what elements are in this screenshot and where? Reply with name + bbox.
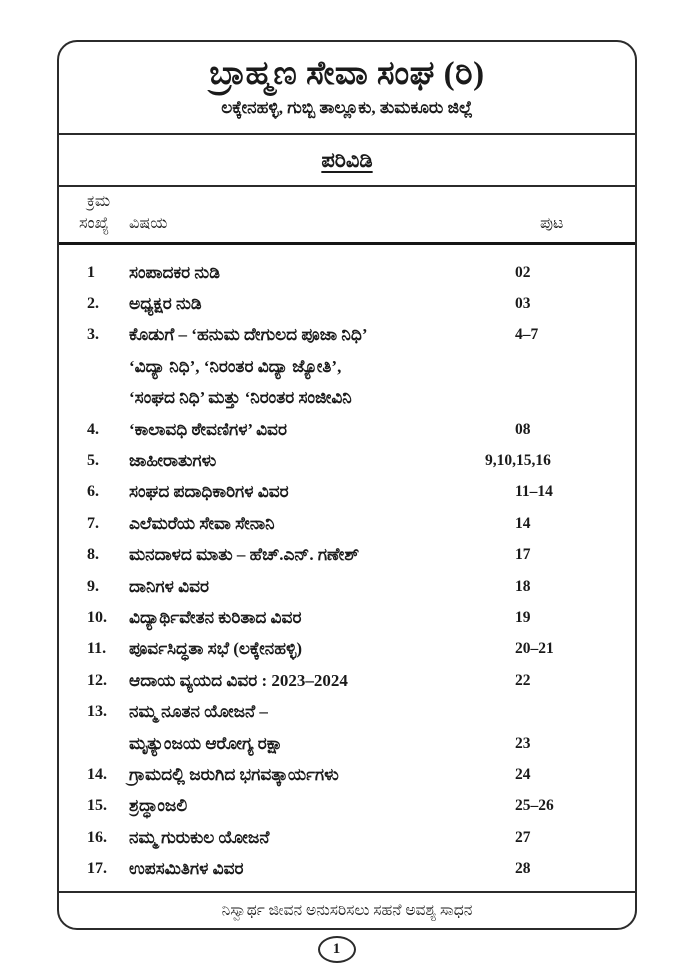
- toc-subject: ಸಂಪಾದಕರ ನುಡಿ: [129, 262, 220, 282]
- toc-line: [87, 665, 635, 696]
- toc-subject: ಎಲೆಮರೆಯ ಸೇವಾ ಸೇನಾನಿ: [129, 513, 275, 533]
- toc-serial: 8.: [87, 546, 99, 564]
- contents-heading-bar: [59, 135, 635, 187]
- toc-line: [87, 288, 635, 319]
- toc-page: 20–21: [515, 640, 554, 658]
- toc-page: 11–14: [515, 483, 553, 501]
- toc-line: [87, 822, 635, 853]
- toc-line: [87, 257, 635, 288]
- toc-line: [87, 508, 635, 539]
- toc-serial: 7.: [87, 514, 99, 532]
- col-serial-label-line1: ಕ್ರಮ: [87, 193, 111, 210]
- toc-page: 28: [515, 860, 531, 878]
- toc-column-header: [59, 187, 635, 245]
- toc-line: [87, 696, 635, 727]
- toc-page: 22: [515, 671, 531, 689]
- toc-serial: 3.: [87, 326, 99, 344]
- toc-line: [87, 477, 635, 508]
- toc-line: [87, 602, 635, 633]
- toc-serial: 9.: [87, 577, 99, 595]
- toc-serial: 12.: [87, 671, 107, 689]
- toc-page: 17: [515, 546, 531, 564]
- toc-subject: ನಮ್ಮ ನೂತನ ಯೋಜನೆ –: [129, 702, 268, 722]
- toc-page: 08: [515, 420, 531, 438]
- toc-line: [87, 320, 635, 351]
- toc-list: [59, 245, 635, 895]
- toc-line: [87, 445, 635, 476]
- toc-line: [87, 853, 635, 884]
- col-subject-label: ವಿಷಯ: [129, 215, 168, 232]
- masthead: [59, 42, 635, 135]
- document-border-box: [57, 40, 637, 930]
- toc-subject: ಉಪಸಮಿತಿಗಳ ವಿವರ: [129, 859, 244, 879]
- toc-page: 9,10,15,16: [485, 452, 551, 470]
- toc-line: [87, 728, 635, 759]
- toc-subject: ಗ್ರಾಮದಲ್ಲಿ ಜರುಗಿದ ಭಗವತ್ಕಾರ್ಯಗಳು: [129, 764, 339, 784]
- org-address: ಲಕ್ಕೇನಹಳ್ಳಿ, ಗುಬ್ಬಿ ತಾಲ್ಲೂಕು, ತುಮಕೂರು ಜಿಲ್ಲೆ: [221, 98, 473, 117]
- toc-line: [87, 634, 635, 665]
- toc-serial: 2.: [87, 295, 99, 313]
- toc-subject: ಶ್ರದ್ಧಾಂಜಲಿ: [129, 796, 188, 816]
- contents-heading: ಪರಿವಿಡಿ: [321, 147, 373, 172]
- toc-subject: ‘ವಿದ್ಯಾ ನಿಧಿ’, ‘ನಿರಂತರ ವಿದ್ಯಾ ಜ್ಯೋತಿ’,: [129, 356, 342, 376]
- toc-subject: ಕೊಡುಗೆ – ‘ಹನುಮ ದೇಗುಲದ ಪೂಜಾ ನಿಧಿ’: [129, 325, 368, 345]
- toc-serial: 4.: [87, 420, 99, 438]
- toc-serial: 14.: [87, 765, 107, 783]
- toc-line: [87, 383, 635, 414]
- toc-page: 4–7: [515, 326, 539, 344]
- col-page-label: ಪುಟ: [540, 215, 564, 232]
- toc-line: [87, 540, 635, 571]
- toc-subject: ಜಾಹೀರಾತುಗಳು: [129, 451, 217, 471]
- toc-subject: ನಮ್ಮ ಗುರುಕುಲ ಯೋಜನೆ: [129, 827, 270, 847]
- toc-subject: ಮನದಾಳದ ಮಾತು – ಹೆಚ್.ಎನ್. ಗಣೇಶ್: [129, 545, 360, 565]
- toc-subject: ‘ಕಾಲಾವಧಿ ಠೇವಣಿಗಳ’ ವಿವರ: [129, 419, 287, 439]
- toc-serial: 17.: [87, 860, 107, 878]
- page-number: 1: [332, 941, 341, 957]
- toc-page: 19: [515, 608, 531, 626]
- page-number-badge: [318, 936, 356, 963]
- toc-serial: 10.: [87, 608, 107, 626]
- motto-text: ನಿಸ್ವಾರ್ಥ ಜೀವನ ಅನುಸರಿಸಲು ಸಹನೆ ಅವಶ್ಯ ಸಾಧನ: [221, 901, 473, 919]
- toc-page: 18: [515, 577, 531, 595]
- toc-page: 27: [515, 828, 531, 846]
- toc-subject: ‘ಸಂಘದ ನಿಧಿ’ ಮತ್ತು ‘ನಿರಂತರ ಸಂಜೀವಿನಿ: [129, 388, 352, 408]
- toc-subject: ಆದಾಯ ವ್ಯಯದ ವಿವರ : 2023–2024: [129, 670, 348, 690]
- toc-serial: 6.: [87, 483, 99, 501]
- toc-page: 25–26: [515, 797, 554, 815]
- toc-page: 23: [515, 734, 531, 752]
- toc-serial: 13.: [87, 703, 107, 721]
- col-serial-label-line2: ಸಂಖ್ಯೆ: [79, 215, 110, 232]
- toc-line: [87, 571, 635, 602]
- toc-serial: 16.: [87, 828, 107, 846]
- toc-serial: 1: [87, 263, 95, 281]
- motto-bar: [59, 891, 635, 928]
- toc-subject: ದಾನಿಗಳ ವಿವರ: [129, 576, 209, 596]
- toc-line: [87, 759, 635, 790]
- toc-line: [87, 791, 635, 822]
- toc-line: [87, 414, 635, 445]
- org-title: ಬ್ರಾಹ್ಮಣ ಸೇವಾ ಸಂಘ (ರಿ): [209, 56, 485, 92]
- toc-line: [87, 351, 635, 382]
- toc-subject: ಮೃತ್ಯುಂಜಯ ಆರೋಗ್ಯ ರಕ್ಷಾ: [129, 733, 284, 753]
- toc-page: 14: [515, 514, 531, 532]
- toc-page: 02: [515, 263, 531, 281]
- toc-serial: 11.: [87, 640, 107, 658]
- toc-page: 24: [515, 765, 531, 783]
- toc-page: 03: [515, 295, 531, 313]
- toc-subject: ಅಧ್ಯಕ್ಷರ ನುಡಿ: [129, 294, 202, 314]
- toc-subject: ವಿದ್ಯಾರ್ಥಿವೇತನ ಕುರಿತಾದ ವಿವರ: [129, 607, 302, 627]
- toc-serial: 5.: [87, 452, 99, 470]
- toc-serial: 15.: [87, 797, 107, 815]
- toc-subject: ಸಂಘದ ಪದಾಧಿಕಾರಿಗಳ ವಿವರ: [129, 482, 289, 502]
- toc-subject: ಪೂರ್ವಸಿದ್ಧತಾ ಸಭೆ (ಲಕ್ಕೇನಹಳ್ಳಿ): [129, 639, 302, 659]
